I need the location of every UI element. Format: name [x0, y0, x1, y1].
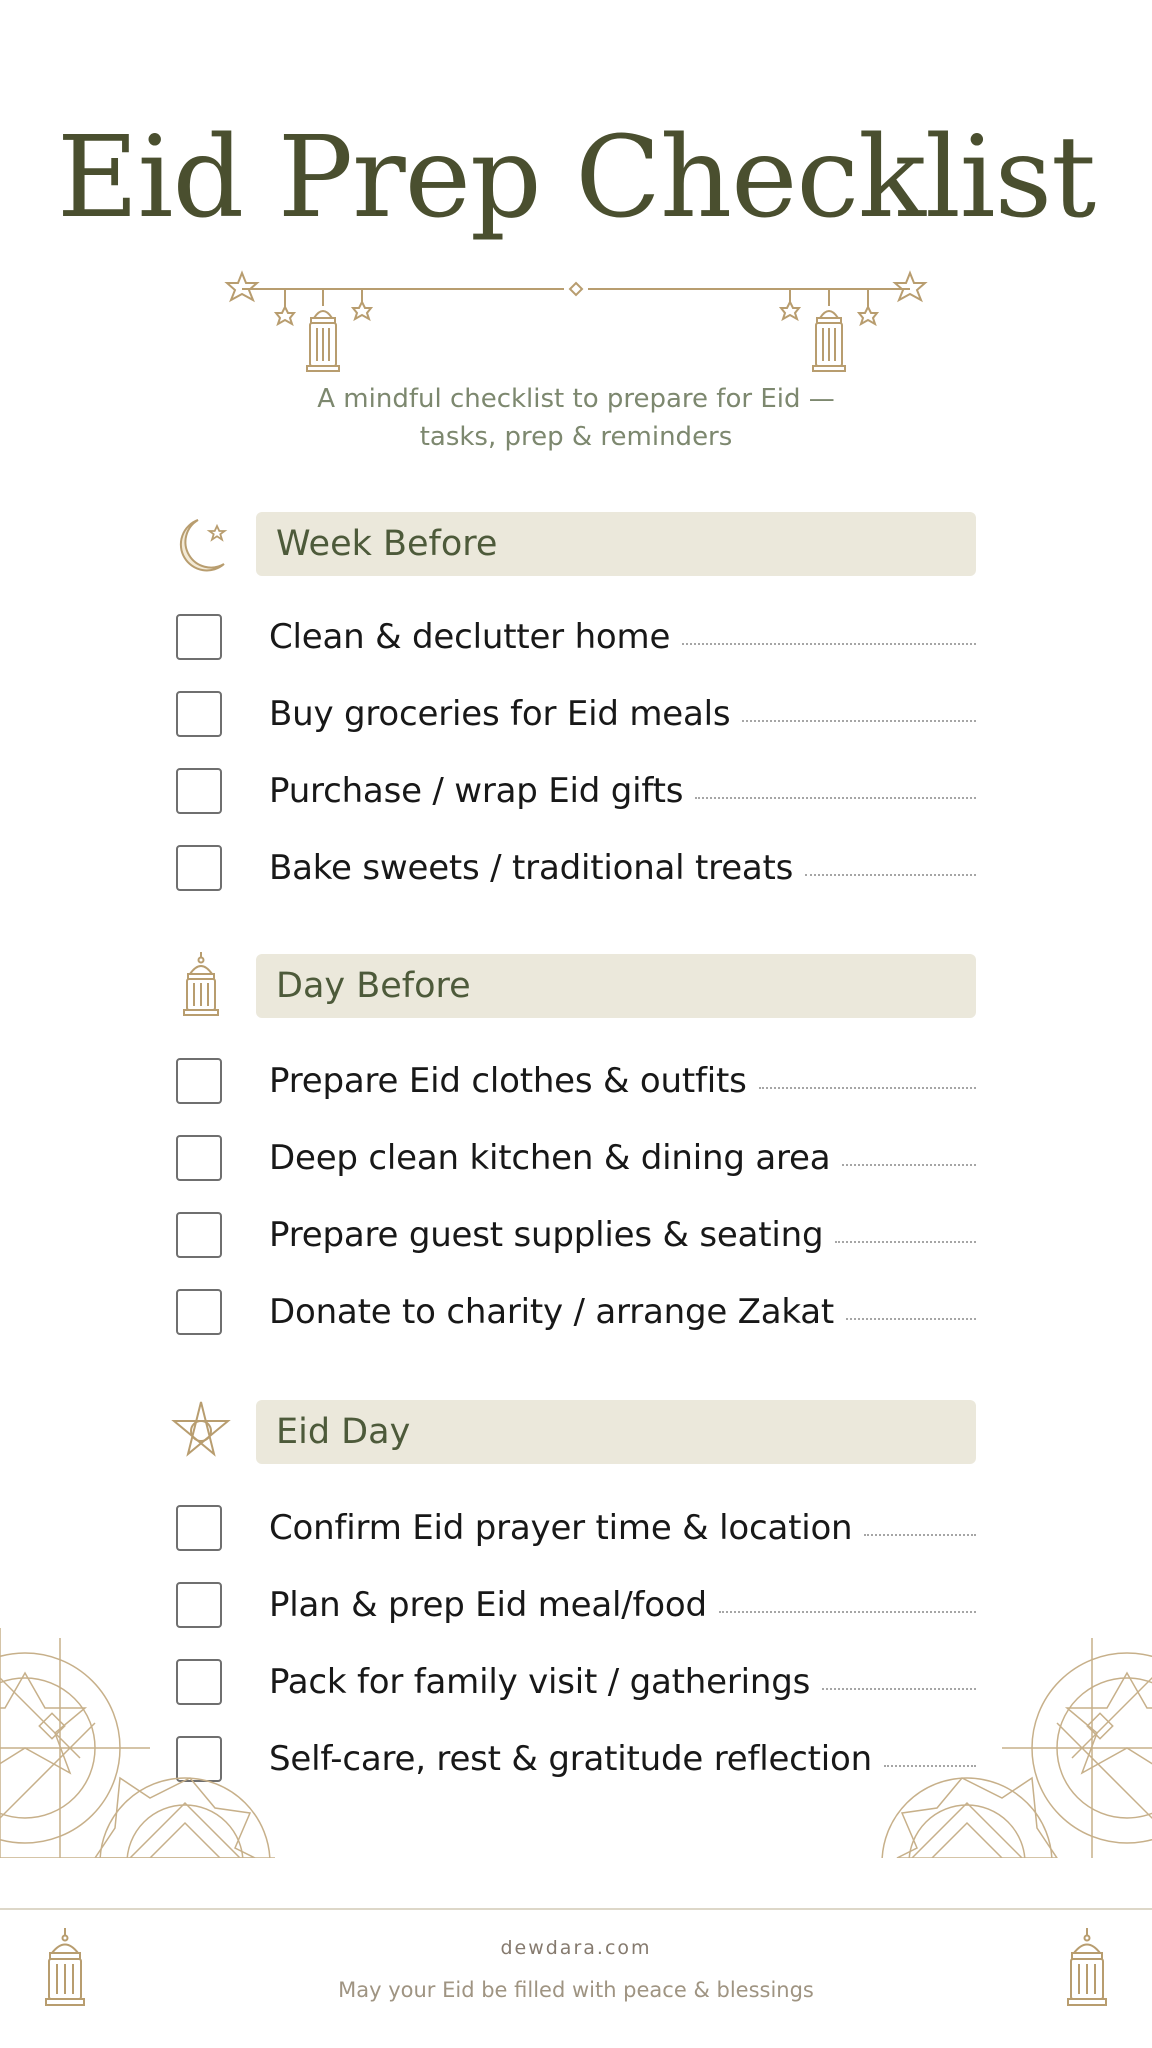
crescent-star-icon	[166, 510, 236, 580]
checklist-item[interactable]	[176, 612, 976, 666]
checklist-item[interactable]	[176, 1734, 976, 1788]
item-label: Bake sweets / traditional treats	[269, 848, 794, 888]
dotted-leader	[682, 643, 976, 645]
dotted-leader	[846, 1318, 976, 1320]
checklist-item[interactable]	[176, 1287, 976, 1341]
checklist-item[interactable]	[176, 689, 976, 743]
dotted-leader	[742, 720, 976, 722]
section-header-day-before	[256, 954, 976, 1018]
checklist-item[interactable]	[176, 766, 976, 820]
checklist-item[interactable]	[176, 1210, 976, 1264]
dotted-leader	[719, 1611, 976, 1613]
section-title: Week Before	[276, 524, 498, 564]
footer-divider	[0, 1908, 1152, 1910]
item-label: Donate to charity / arrange Zakat	[269, 1292, 835, 1332]
page-title: Eid Prep Checklist	[56, 113, 1096, 243]
checkbox[interactable]	[176, 1212, 222, 1258]
item-label: Deep clean kitchen & dining area	[269, 1138, 831, 1178]
section-title: Eid Day	[276, 1412, 411, 1452]
checkbox[interactable]	[176, 614, 222, 660]
star-icon	[166, 1397, 236, 1467]
section-title: Day Before	[276, 966, 471, 1006]
checkbox[interactable]	[176, 1505, 222, 1551]
checkbox[interactable]	[176, 1582, 222, 1628]
checkbox[interactable]	[176, 1135, 222, 1181]
page-subtitle	[0, 380, 1152, 456]
section-header-week-before	[256, 512, 976, 576]
geometric-pattern-left	[0, 1628, 275, 1858]
hanging-lanterns-ornament	[210, 262, 942, 377]
checklist-item[interactable]	[176, 1580, 976, 1634]
dotted-leader	[759, 1087, 976, 1089]
checkbox[interactable]	[176, 1058, 222, 1104]
item-label: Prepare guest supplies & seating	[269, 1215, 824, 1255]
footer-site-link[interactable]: dewdara.com	[500, 1937, 652, 1959]
lantern-icon	[166, 950, 236, 1020]
item-label: Clean & declutter home	[269, 617, 671, 657]
checkbox[interactable]	[176, 768, 222, 814]
checkbox[interactable]	[176, 691, 222, 737]
item-label: Buy groceries for Eid meals	[269, 694, 731, 734]
subtitle-line-1: A mindful checklist to prepare for Eid —	[317, 384, 835, 414]
dotted-leader	[835, 1241, 976, 1243]
dotted-leader	[805, 874, 976, 876]
dotted-leader	[695, 797, 976, 799]
geometric-pattern-right	[877, 1628, 1152, 1858]
item-label: Confirm Eid prayer time & location	[269, 1508, 853, 1548]
checkbox[interactable]	[176, 1289, 222, 1335]
item-label: Purchase / wrap Eid gifts	[269, 771, 684, 811]
item-label: Plan & prep Eid meal/food	[269, 1585, 707, 1625]
subtitle-line-2: tasks, prep & reminders	[419, 422, 733, 452]
dotted-leader	[842, 1164, 976, 1166]
checklist-item[interactable]	[176, 1503, 976, 1557]
checkbox[interactable]	[176, 845, 222, 891]
footer-message: May your Eid be filled with peace & blessings	[338, 1978, 814, 2002]
dotted-leader	[864, 1534, 976, 1536]
section-header-eid-day	[256, 1400, 976, 1464]
checklist-item[interactable]	[176, 1657, 976, 1711]
item-label: Pack for family visit / gatherings	[269, 1662, 811, 1702]
checklist-item[interactable]	[176, 1056, 976, 1110]
checklist-item[interactable]	[176, 1133, 976, 1187]
item-label: Self-care, rest & gratitude reflection	[269, 1739, 873, 1779]
item-label: Prepare Eid clothes & outfits	[269, 1061, 747, 1101]
checklist-item[interactable]	[176, 843, 976, 897]
